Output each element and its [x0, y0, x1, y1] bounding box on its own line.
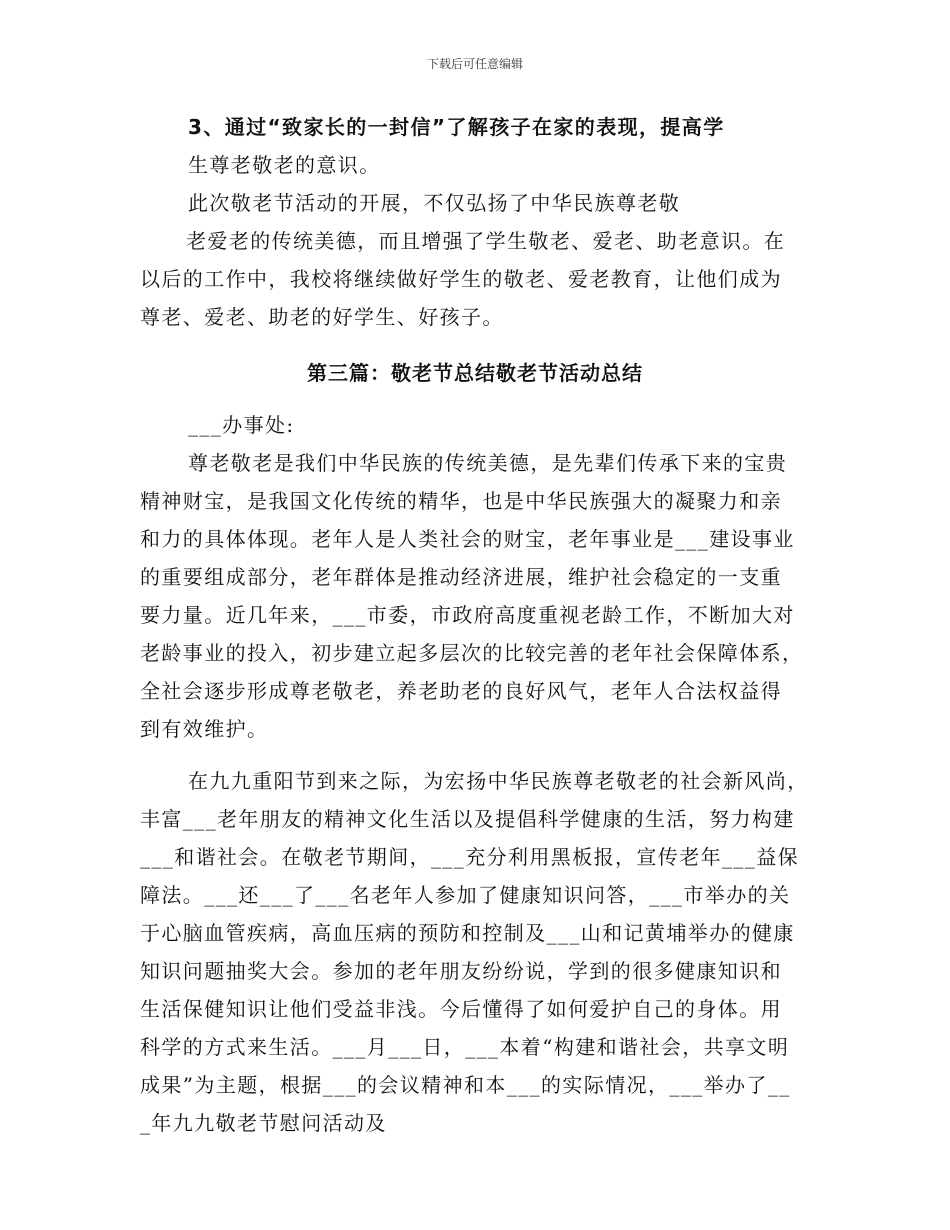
text-line: 生尊老敬老的意识。 [188, 153, 381, 177]
text-line: 以后的工作中，我校将继续做好学生的敬老、爱老教育，让他们成为 [140, 267, 782, 291]
text-line: 老龄事业的投入，初步建立起多层次的比较完善的老年社会保障体系， [140, 641, 804, 665]
text-line: 要力量。近几年来，___市委，市政府高度重视老龄工作，不断加大对 [140, 603, 795, 627]
text-line: 精神财宝，是我国文化传统的精华，也是中华民族强大的凝聚力和亲 [140, 489, 782, 513]
text-line: 此次敬老节活动的开展，不仅弘扬了中华民族尊老敬 [188, 191, 681, 215]
text-line: 丰富___老年朋友的精神文化生活以及提倡科学健康的生活，努力构建 [140, 807, 795, 831]
text-line: 在九九重阳节到来之际，为宏扬中华民族尊老敬老的社会新风尚， [188, 769, 809, 793]
text-line: 障法。___还___了___名老年人参加了健康知识问答，___市举办的关 [140, 883, 791, 907]
section-heading: 第三篇：敬老节总结敬老节活动总结 [307, 361, 643, 385]
text-line: 3、通过“致家长的一封信”了解孩子在家的表现，提高学 [188, 115, 725, 139]
text-line: 全社会逐步形成尊老敬老，养老助老的良好风气，老年人合法权益得 [140, 679, 782, 703]
text-line: 科学的方式来生活。___月___日，___本着“构建和谐社会，共享文明 [140, 1035, 790, 1059]
document-body [140, 108, 810, 1142]
paragraph [140, 762, 810, 1142]
text-line: 老爱老的传统美德，而且增强了学生敬老、爱老、助老意识。在 [186, 229, 786, 253]
salutation: ___办事处: [188, 413, 295, 437]
text-line: 知识问题抽奖大会。参加的老年朋友纷纷说，学到的很多健康知识和 [140, 959, 782, 983]
text-line: 于心脑血管疾病，高血压病的预防和控制及___山和记黄埔举办的健康 [140, 921, 795, 945]
text-line: 到有效维护。 [140, 717, 269, 741]
text-line: 尊老、爱老、助老的好学生、好孩子。 [140, 305, 504, 329]
text-line: 生活保健知识让他们受益非浅。今后懂得了如何爱护自己的身体。用 [140, 997, 782, 1021]
text-line: 的重要组成部分，老年群体是推动经济进展，维护社会稳定的一支重 [140, 565, 782, 589]
spacer [140, 748, 810, 762]
text-line: ___和谐社会。在敬老节期间，___充分利用黑板报，宣传老年___益保 [140, 845, 799, 869]
text-line: 尊老敬老是我们中华民族的传统美德，是先辈们传承下来的宝贵 [188, 451, 788, 475]
text-line: _年九九敬老节慰问活动及 [140, 1111, 387, 1135]
text-line: 和力的具体体现。老年人是人类社会的财宝，老年事业是___建设事业 [140, 527, 795, 551]
header-note: 下载后可任意编辑 [426, 57, 523, 71]
paragraph [140, 444, 810, 748]
text-line: 成果”为主题，根据___的会议精神和本___的实际情况，___举办了__ [140, 1073, 791, 1097]
